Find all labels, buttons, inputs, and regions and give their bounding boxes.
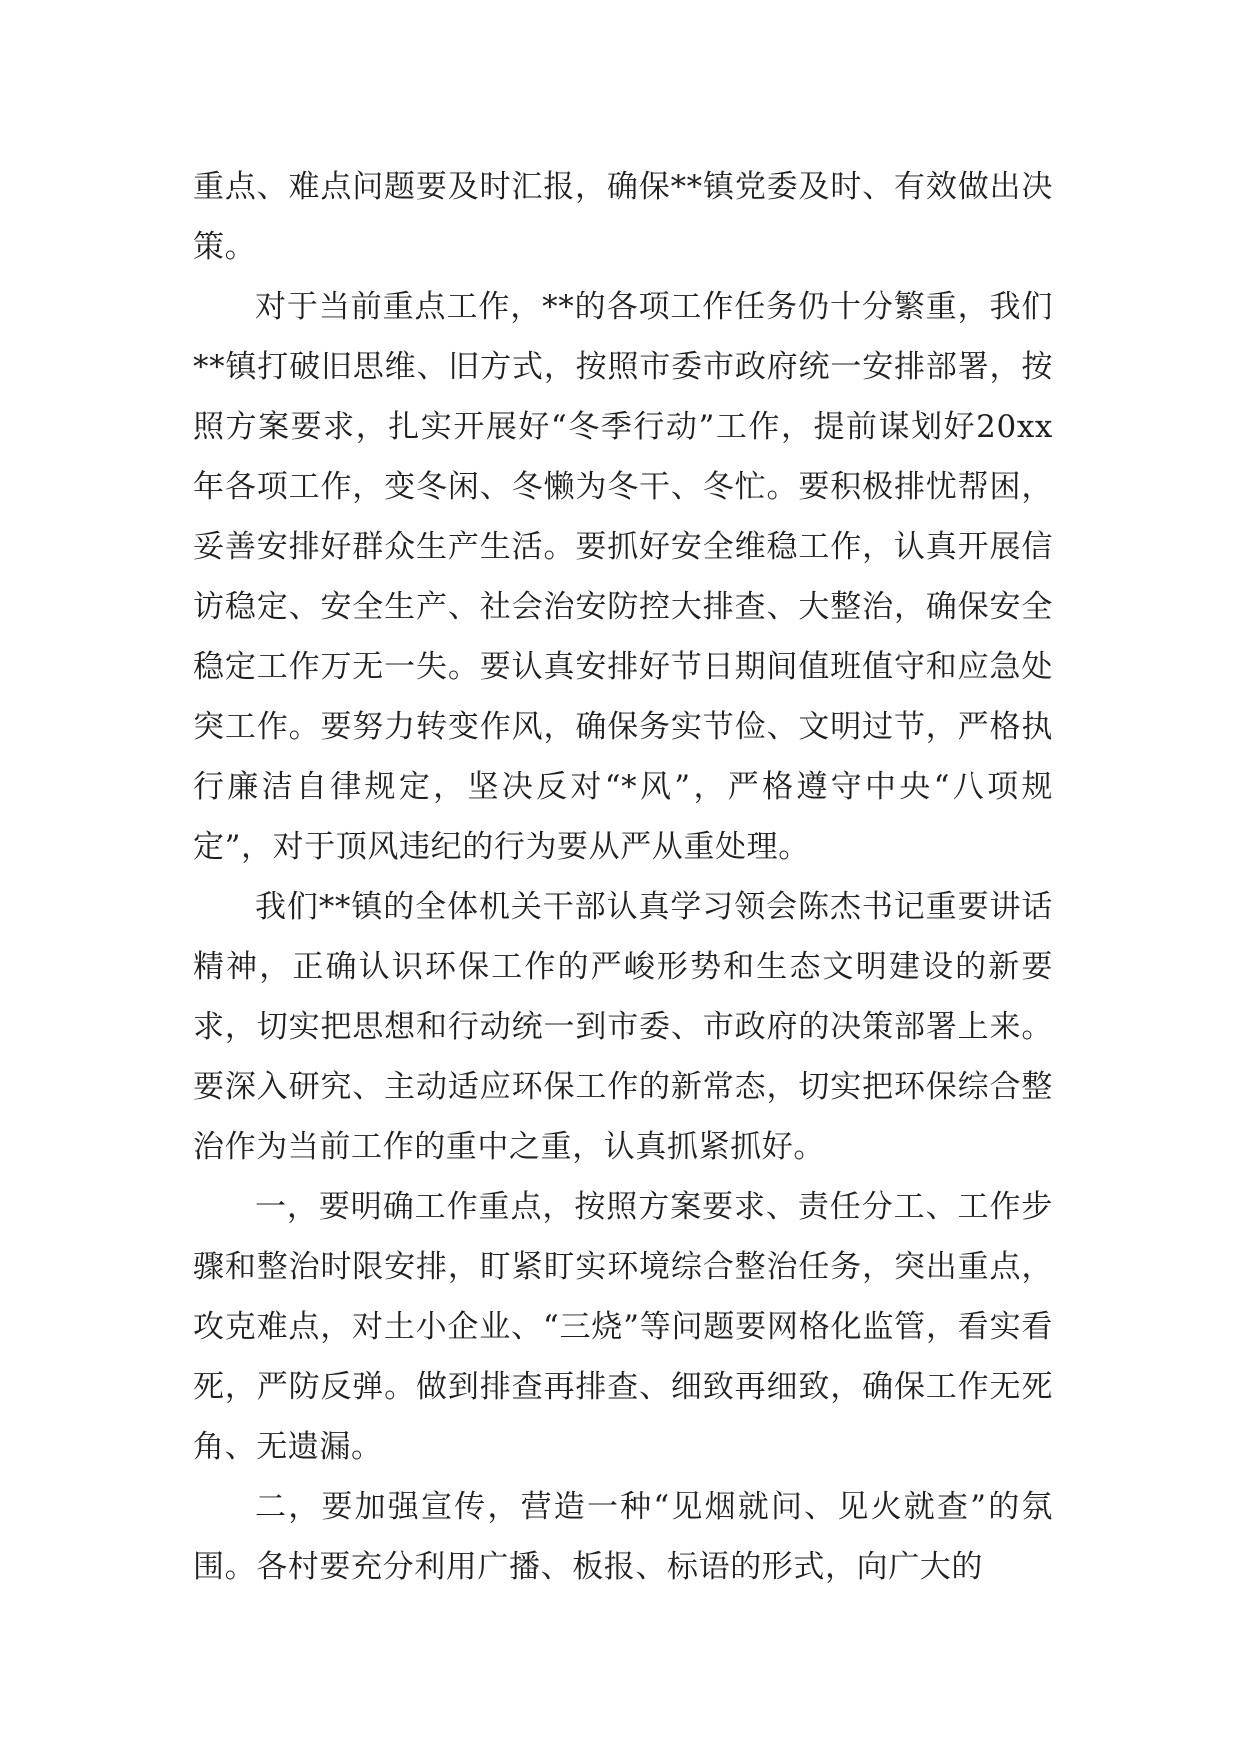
paragraph-4: 一，要明确工作重点，按照方案要求、责任分工、工作步骤和整治时限安排，盯紧盯实环境综合整治任务，突出重点，攻克难点，对土小企业、“三烧”等问题要网格化监管，看实看死，严防反弹。做到排查再排查、细致再细致，确保工作无死角、无遗漏。 <box>193 1189 1053 1465</box>
paragraph-5: 二，要加强宣传，营造一种“见烟就问、见火就查”的氛围。各村要充分利用广播、板报、标语的形式，向广大的 <box>193 1489 1053 1585</box>
paragraph-1: 重点、难点问题要及时汇报，确保**镇党委及时、有效做出决策。 <box>193 169 1053 265</box>
paragraph-2: 对于当前重点工作，**的各项工作任务仍十分繁重，我们**镇打破旧思维、旧方式，按照市委市政府统一安排部署，按照方案要求，扎实开展好“冬季行动”工作，提前谋划好20xx年各项工作，变冬闲、冬懒为冬干、冬忙。要积极排忧帮困，妥善安排好群众生产生活。要抓好安全维稳工作，认真开展信访稳定、安全生产、社会治安防控大排查、大整治，确保安全稳定工作万无一失。要认真安排好节日期间值班值守和应急处突工作。要努力转变作风，确保务实节俭、文明过节，严格执行廉洁自律规定，坚决反对“*风”，严格遵守中央“八项规定”，对于顶风违纪的行为要从严从重处理。 <box>193 289 1053 865</box>
document-body <box>193 157 1053 1597</box>
paragraph-3: 我们**镇的全体机关干部认真学习领会陈杰书记重要讲话精神，正确认识环保工作的严峻形势和生态文明建设的新要求，切实把思想和行动统一到市委、市政府的决策部署上来。要深入研究、主动适应环保工作的新常态，切实把环保综合整治作为当前工作的重中之重，认真抓紧抓好。 <box>193 889 1053 1165</box>
